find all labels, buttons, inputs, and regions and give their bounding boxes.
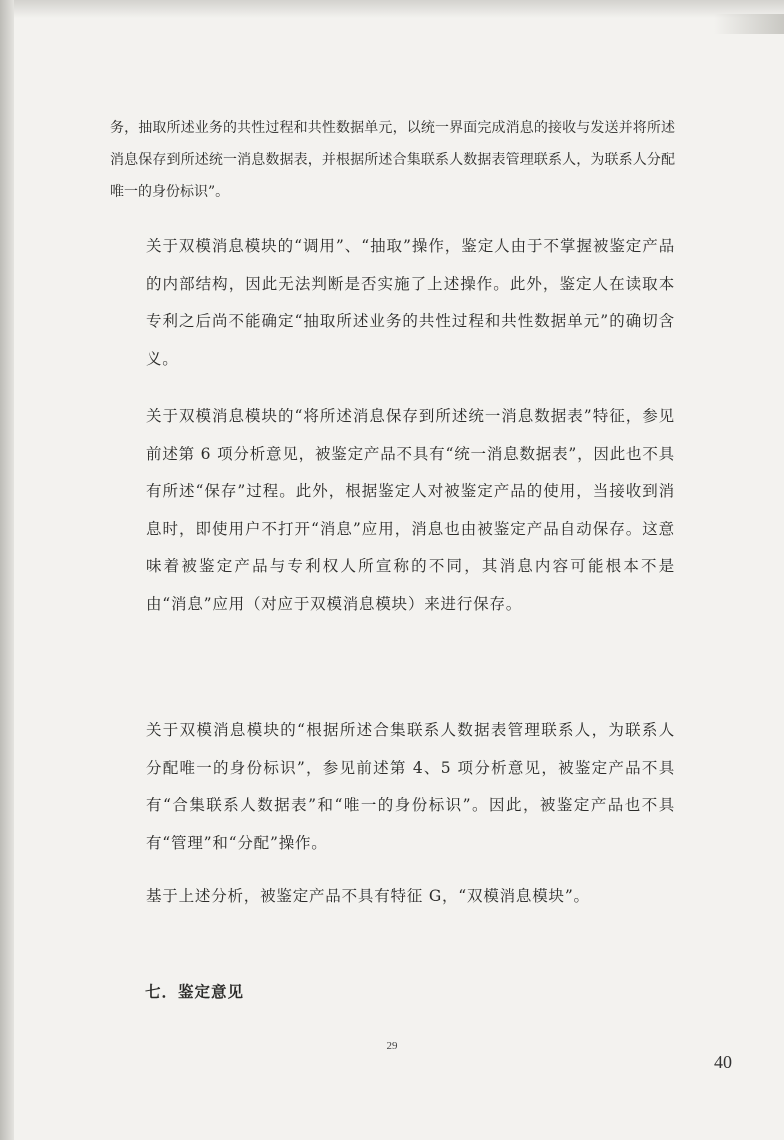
paragraph-call-extract-text: 关于双模消息模块的“调用”、“抽取”操作，鉴定人由于不掌握被鉴定产品的内部结构，因此无法判断是否实施了上述操作。此外，鉴定人在读取本专利之后尚不能确定“抽取所述业务的共性过程和共性数据单元”的确切含义。 xyxy=(146,237,675,368)
paragraph-call-extract xyxy=(110,228,675,378)
paragraph-continued-text: 务，抽取所述业务的共性过程和共性数据单元，以统一界面完成消息的接收与发送并将所述消息保存到所述统一消息数据表，并根据所述合集联系人数据表管理联系人，为联系人分配唯一的身份标识”。 xyxy=(110,120,675,200)
paragraph-save-message-text: 关于双模消息模块的“将所述消息保存到所述统一消息数据表”特征，参见前述第 6 项分析意见，被鉴定产品不具有“统一消息数据表”，因此也不具有所述“保存”过程。此外，根据鉴定人对被鉴定产品的使用，当接收到消息时，即使用户不打开“消息”应用，消息也由被鉴定产品自动保存。这意味着被鉴定产品与专利权人所宣称的不同，其消息内容可能根本不是由“消息”应用（对应于双模消息模块）来进行保存。 xyxy=(146,407,675,613)
paragraph-manage-contacts-text: 关于双模消息模块的“根据所述合集联系人数据表管理联系人，为联系人分配唯一的身份标识”，参见前述第 4、5 项分析意见，被鉴定产品不具有“合集联系人数据表”和“唯一的身份标识”。因此，被鉴定产品也不具有“管理”和“分配”操作。 xyxy=(146,721,675,852)
paragraph-conclusion-text: 基于上述分析，被鉴定产品不具有特征 G，“双模消息模块”。 xyxy=(146,887,590,905)
paragraph-manage-contacts xyxy=(110,712,675,862)
section-heading: 七．鉴定意见 xyxy=(145,983,245,1001)
paragraph-save-message xyxy=(110,398,675,623)
paragraph-continued xyxy=(110,112,675,208)
inner-page-number: 29 xyxy=(386,1040,398,1052)
outer-page-number: 40 xyxy=(714,1052,732,1072)
page-binding-edge xyxy=(0,0,14,1140)
paragraph-conclusion xyxy=(110,878,675,916)
scan-top-shadow xyxy=(14,0,784,18)
scan-corner-mark xyxy=(714,14,784,34)
